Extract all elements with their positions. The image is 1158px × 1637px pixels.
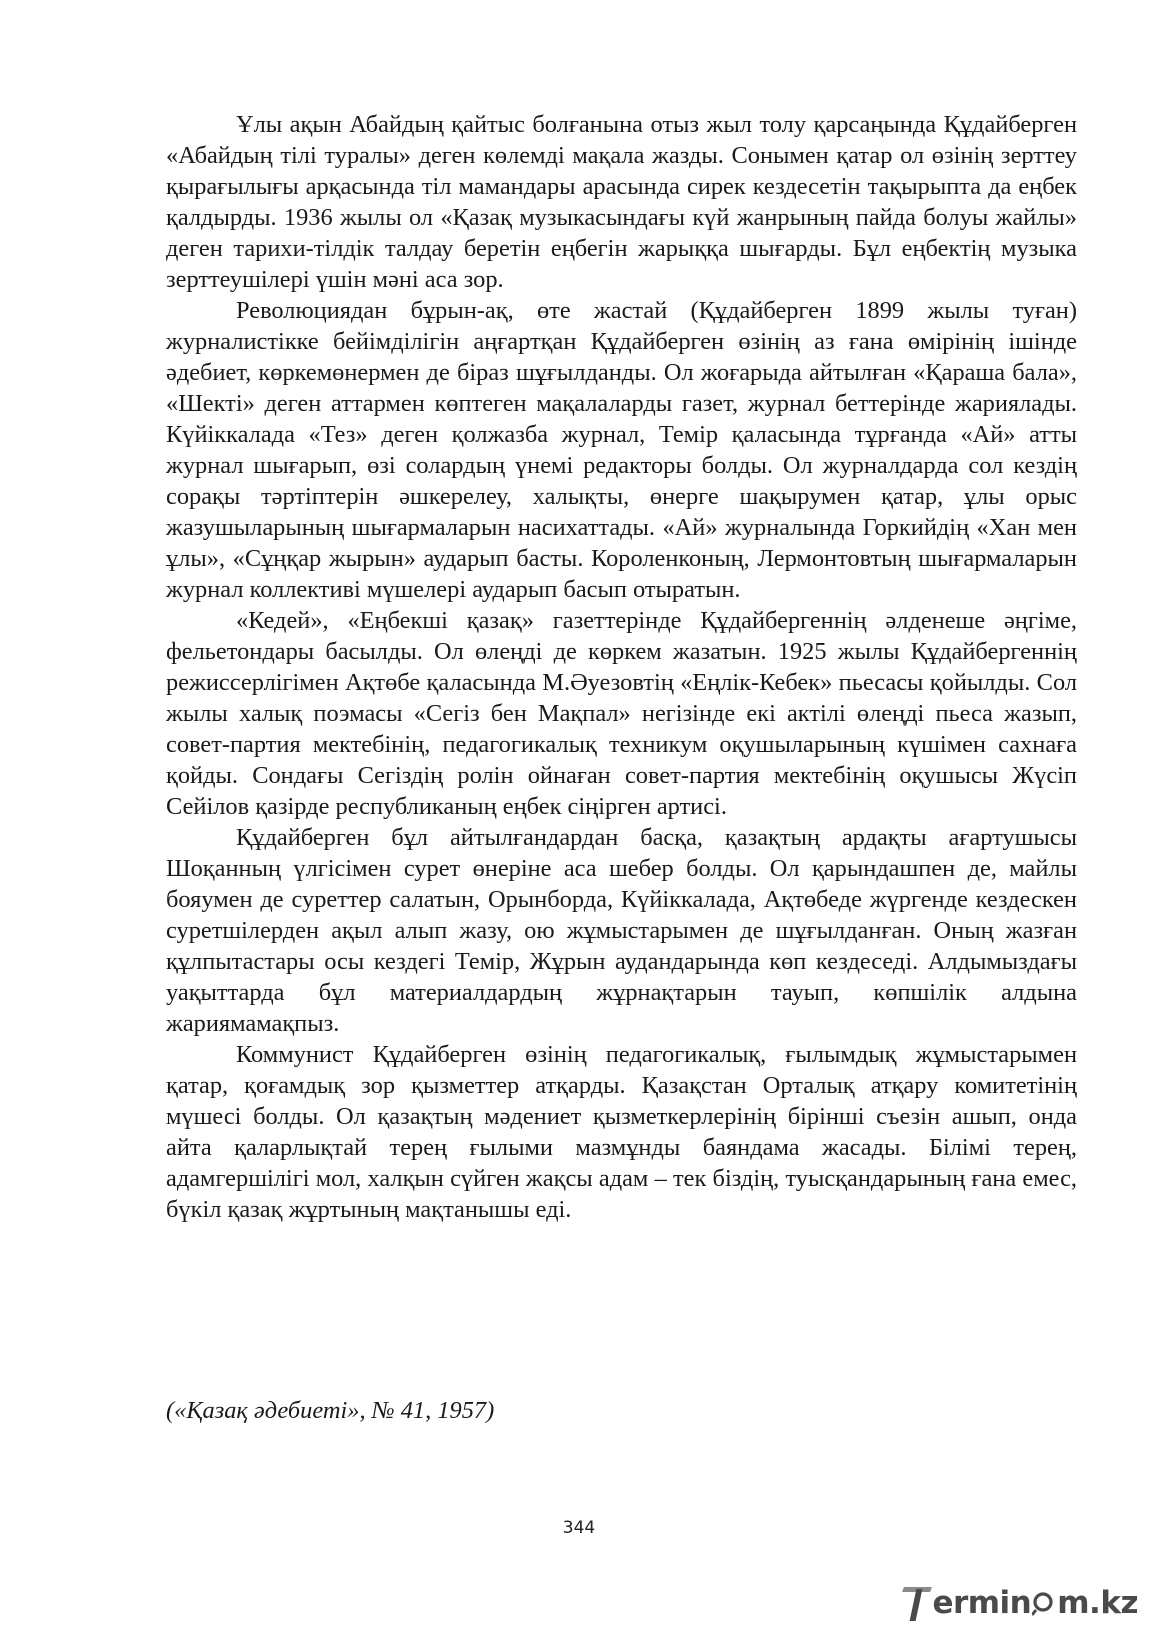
paragraph: Ұлы ақын Абайдың қайтыс болғанына отыз жыл толу қарсаңында Құдайберген «Абайдың тілі туралы» деген көлемді мақала жазды. Сонымен қатар ол өзінің зерттеу қырағылығы арқасында тіл мамандары арасында сирек кездесетін тақырыпта да еңбек қалдырды. 1936 жылы ол «Қазақ музыкасындағы күй жанрының пайда болуы жайлы» деген тарихи-тілдік талдау беретін еңбегін жарыққа шығарды. Бұл еңбектің музыка зерттеушілері үшін мәні аса зор. <box>166 111 1077 293</box>
termincom-watermark-logo <box>903 1583 1138 1623</box>
paragraph: «Кедей», «Еңбекші қазақ» газеттерінде Құдайбергеннің әлденеше әңгіме, фельетондары басылды. Ол өлеңді де көркем жазатын. 1925 жылы Құдайбергеннің режиссерлігімен Ақтөбе қаласында М.Әуезовтің «Еңлік-Кебек» пьесасы қойылды. Сол жылы халық поэмасы «Сегіз бен Мақпал» негізінде екі актілі өлеңді пьеса жазып, совет-партия мектебінің, педагогикалық техникум оқушыларының күшімен сахнаға қойды. Сондағы Сегіздің ролін ойнаған совет-партия мектебінің оқушысы Жүсіп Сейілов қазірде республиканың еңбек сіңірген артисі. <box>166 607 1077 820</box>
document-body <box>166 109 1077 1225</box>
logo-t-mark-icon <box>903 1583 931 1623</box>
watermark-text-start: ermin <box>932 1585 1032 1621</box>
source-citation: («Қазақ әдебиеті», № 41, 1957) <box>166 1397 495 1424</box>
watermark-text-end: m.kz <box>1057 1585 1138 1621</box>
logo-magnifier-icon <box>1032 1591 1056 1617</box>
paragraph: Революциядан бұрын-ақ, өте жастай (Құдайберген 1899 жылы туған) журналистікке бейімділігін аңғартқан Құдайберген өзінің аз ғана өмірінің ішінде әдебиет, көркемөнермен де біраз шұғылданды. Ол жоғарыда айтылған «Қараша бала», «Шекті» деген аттармен көптеген мақалаларды газет, журнал беттерінде жариялады. Күйіккалада «Тез» деген қолжазба журнал, Темір қаласында тұрғанда «Ай» атты журнал шығарып, өзі солардың үнемі редакторы болды. Ол журналдарда сол кездің сорақы тәртіптерін әшкерелеу, халықты, өнерге шақырумен қатар, ұлы орыс жазушыларының шығармаларын насихаттады. «Ай» журналында Горкийдің «Хан мен ұлы», «Сұңқар жырын» аударып басты. Короленконың, Лермонтовтың шығармаларын журнал коллективі мүшелері аударып басып отыратын. <box>166 297 1077 603</box>
paragraph: Коммунист Құдайберген өзінің педагогикалық, ғылымдық жұмыстарымен қатар, қоғамдық зор қызметтер атқарды. Қазақстан Орталық атқару комитетінің мүшесі болды. Ол қазақтың мәдениет қызметкерлерінің бірінші съезін ашып, онда айта қаларлықтай терең ғылыми мазмұнды баяндама жасады. Білімі терең, адамгершілігі мол, халқын сүйген жақсы адам – тек біздің, туысқандарының ғана емес, бүкіл қазақ жұртының мақтанышы еді. <box>166 1041 1077 1223</box>
paragraph: Құдайберген бұл айтылғандардан басқа, қазақтың ардақты ағартушысы Шоқанның үлгісімен сурет өнеріне аса шебер болды. Ол қарындашпен де, майлы бояумен де суреттер салатын, Орынборда, Күйіккалада, Ақтөбеде жүргенде кездескен суретшілерден ақыл алып жазу, ою жұмыстарымен де шұғылданған. Оның жазған құлпытастары осы кездегі Темір, Жұрын аудандарында көп кездеседі. Алдымыздағы уақыттарда бұл материалдардың жұрнақтарын тауып, көпшілік алдына жариямамақпыз. <box>166 824 1077 1037</box>
page-number: 344 <box>562 1518 596 1538</box>
